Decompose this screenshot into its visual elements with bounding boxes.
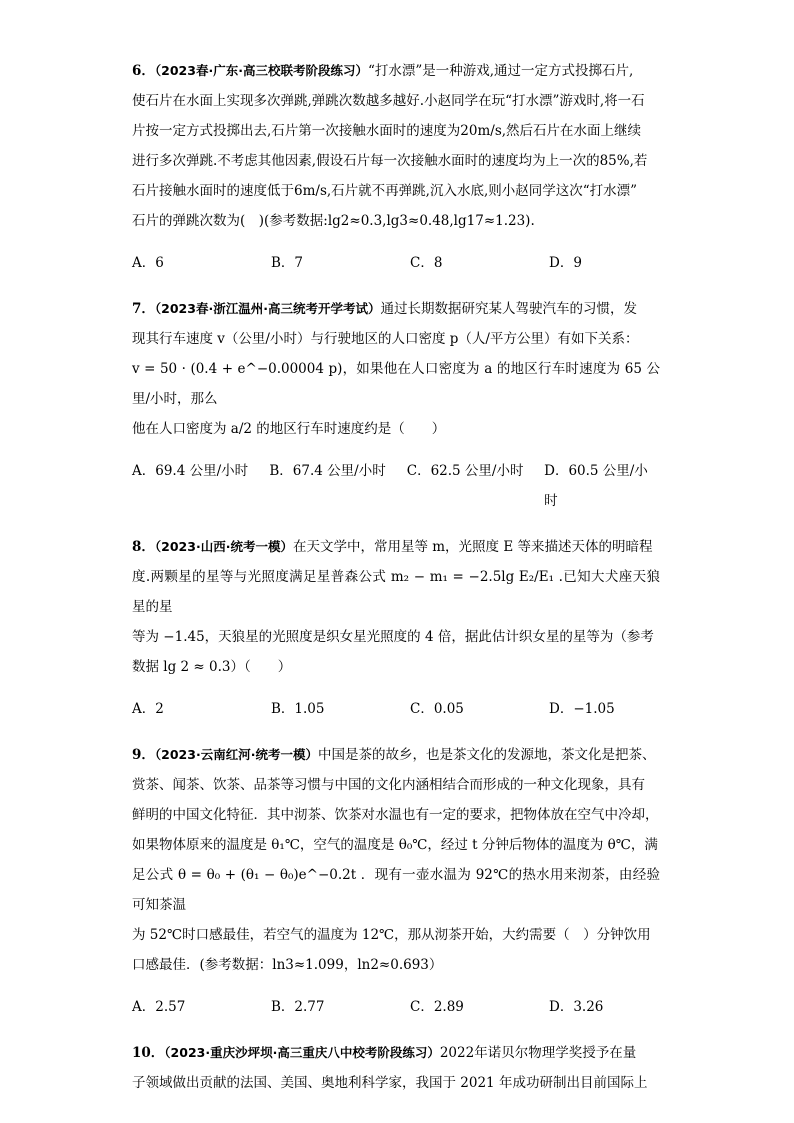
- option-a: A．2: [132, 701, 164, 717]
- question-text-line: 子领域做出贡献的法国、美国、奥地利科学家，我国于 2021 年成功研制出目前国际上: [132, 1075, 648, 1091]
- question-10: [132, 1038, 660, 1098]
- option-b: B．67.4 公里/小时: [269, 463, 386, 479]
- question-text-line: 石片接触水面时的速度低于6m/s,石片就不再弹跳,沉入水底,则小赵同学这次“打水漂”: [132, 183, 638, 199]
- option-d: D．9: [549, 255, 582, 271]
- question-number: 7．: [132, 301, 155, 317]
- question-text-line: 通过长期数据研究某人驾驶汽车的习惯，发: [380, 301, 637, 317]
- question-text-line: 中国是茶的故乡，也是茶文化的发源地，茶文化是把茶、: [317, 747, 656, 763]
- question-text-line: 现其行车速度 v（公里/小时）与行驶地区的人口密度 p（人/平方公里）有如下关系：: [132, 331, 639, 347]
- option-c: C．0.05: [410, 701, 464, 717]
- option-a: A．6: [132, 255, 164, 271]
- option-b: B．2.77: [271, 999, 325, 1015]
- question-text-line: 口感最佳．(参考数据：ln3≈1.099，ln2≈0.693）: [132, 957, 443, 973]
- question-text-line: 数据 lg 2 ≈ 0.3）（ ）: [132, 659, 292, 675]
- question-source: （2023春·浙江温州·高三统考开学考试）: [154, 301, 381, 316]
- question-9: [132, 740, 660, 980]
- option-d: D．3.26: [549, 999, 604, 1015]
- options-8: [132, 694, 660, 724]
- question-text-line: 2022年诺贝尔物理学奖授予在量: [439, 1045, 637, 1061]
- question-source: （2023春·广东·高三校联考阶段练习）: [154, 63, 368, 78]
- option-c: C．2.89: [410, 999, 464, 1015]
- question-8: [132, 532, 660, 682]
- question-number: 9．: [132, 747, 155, 763]
- question-text-line: “打水漂”是一种游戏,通过一定方式投掷石片,: [367, 63, 634, 79]
- options-7: [132, 456, 660, 516]
- question-text-line: 度.两颗星的星等与光照度满足星普森公式 m₂ − m₁ = −2.5lg E₂/E₁ .已知大犬座天狼星的星: [132, 569, 660, 615]
- question-6: [132, 56, 660, 236]
- question-text-line: v = 50 · (0.4 + e^−0.00004 p)，如果他在人口密度为 a 的地区行车时速度为 65 公里/小时，那么: [132, 361, 660, 407]
- question-text-line: 如果物体原来的温度是 θ₁℃，空气的温度是 θ₀℃，经过 t 分钟后物体的温度为 θ℃，满: [132, 837, 658, 853]
- options-9: [132, 992, 660, 1022]
- option-b: B．7: [271, 255, 304, 271]
- question-number: 10．: [132, 1045, 165, 1061]
- question-source: （2023·云南红河·统考一模）: [154, 747, 318, 762]
- question-text-line: 赏茶、闻茶、饮茶、品茶等习惯与中国的文化内涵相结合而形成的一种文化现象，具有: [132, 777, 645, 793]
- option-b: B．1.05: [271, 701, 325, 717]
- question-text-line: 在天文学中，常用星等 m，光照度 E 等来描述天体的明暗程: [292, 539, 653, 555]
- question-text-line: 进行多次弹跳.不考虑其他因素,假设石片每一次接触水面时的速度均为上一次的85%,若: [132, 153, 648, 169]
- question-7: [132, 294, 660, 444]
- options-6: [132, 248, 660, 278]
- option-a: A．2.57: [132, 999, 186, 1015]
- question-text-line: 使石片在水面上实现多次弹跳,弹跳次数越多越好.小赵同学在玩“打水漂”游戏时,将一石: [132, 93, 645, 109]
- question-number: 8．: [132, 539, 155, 555]
- question-text-line: 足公式 θ = θ₀ + (θ₁ − θ₀)e^−0.2t ．现有一壶水温为 92℃的热水用来沏茶，由经验可知茶温: [132, 867, 660, 913]
- document-page: [132, 56, 660, 1098]
- question-text-line: 等为 −1.45，天狼星的光照度是织女星光照度的 4 倍，据此估计织女星的星等为（参考: [132, 629, 654, 645]
- question-text-line: 鲜明的中国文化特征．其中沏茶、饮茶对水温也有一定的要求，把物体放在空气中冷却，: [132, 807, 659, 823]
- option-c: C．8: [410, 255, 443, 271]
- question-text-line: 石片的弹跳次数为( )(参考数据:lg2≈0.3,lg3≈0.48,lg17≈1.23).: [132, 213, 535, 229]
- option-a: A．69.4 公里/小时: [132, 463, 249, 479]
- question-source: （2023·重庆沙坪坝·高三重庆八中校考阶段练习）: [164, 1045, 440, 1060]
- question-number: 6．: [132, 63, 155, 79]
- option-d: D．−1.05: [549, 701, 615, 717]
- question-text-line: 他在人口密度为 a/2 的地区行车时速度约是（ ）: [132, 421, 446, 437]
- question-text-line: 片按一定方式投掷出去,石片第一次接触水面时的速度为20m/s,然后石片在水面上继续: [132, 123, 642, 139]
- question-text-line: 为 52℃时口感最佳，若空气的温度为 12℃，那从沏茶开始，大约需要（ ）分钟饮用: [132, 927, 651, 943]
- option-d: D．60.5 公里/小时: [544, 463, 648, 509]
- option-c: C．62.5 公里/小时: [406, 463, 524, 479]
- question-source: （2023·山西·统考一模）: [154, 539, 293, 554]
